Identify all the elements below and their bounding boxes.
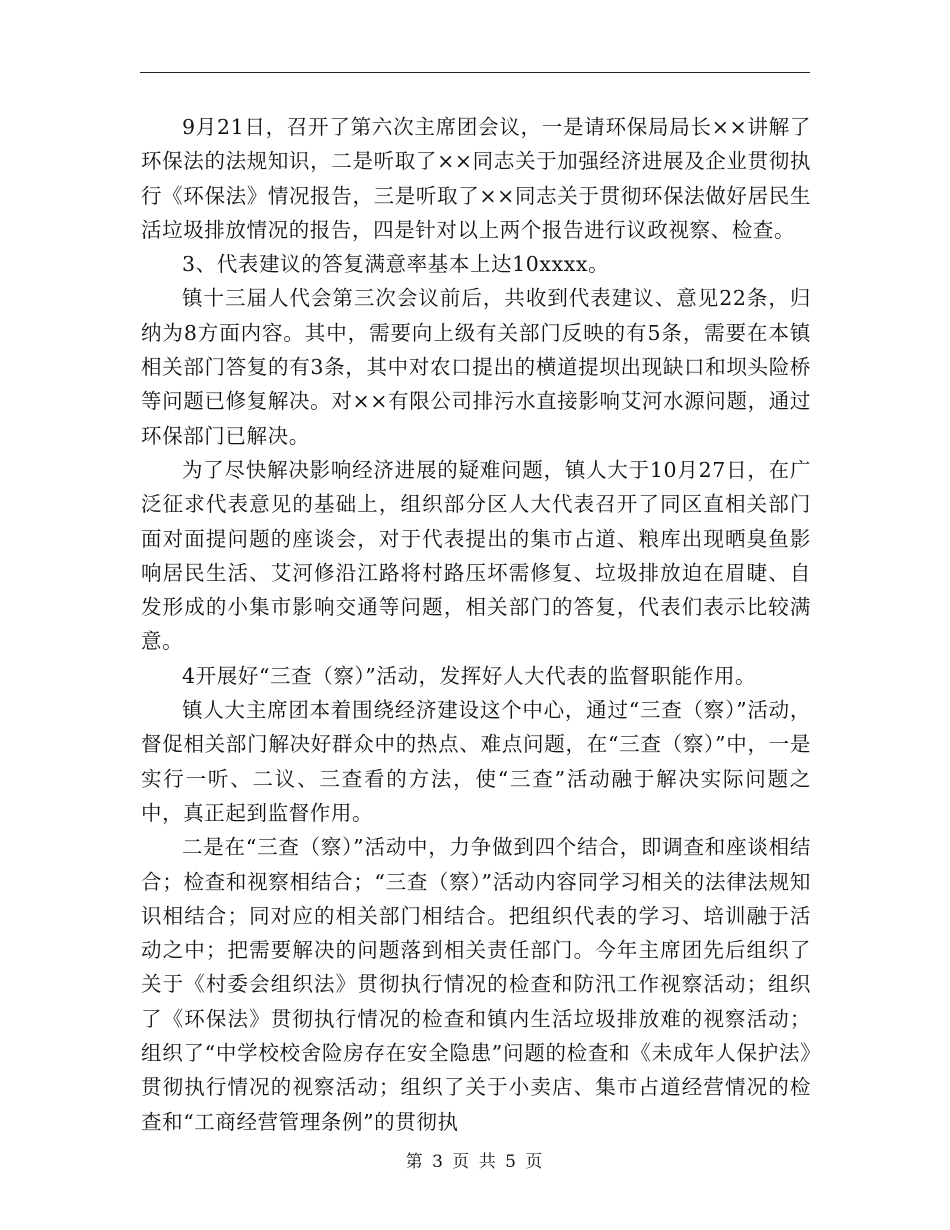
document-body bbox=[141, 110, 811, 1139]
paragraph-1: 9月21日，召开了第六次主席团会议，一是请环保局局长××讲解了环保法的法规知识，二是听取了××同志关于加强经济进展及企业贯彻执行《环保法》情况报告，三是听取了××同志关于贯彻环保法做好居民生活垃圾排放情况的报告，四是针对以上两个报告进行议政视察、检查。 bbox=[141, 115, 811, 242]
paragraph-4: 为了尽快解决影响经济进展的疑难问题，镇人大于10月27日，在广泛征求代表意见的基础上，组织部分区人大代表召开了同区直相关部门面对面提问题的座谈会，对于代表提出的集市占道、粮库出现晒臭鱼影响居民生活、艾河修沿江路将村路压坏需修复、垃圾排放迫在眉睫、自发形成的小集市影响交通等问题，相关部门的答复，代表们表示比较满意。 bbox=[141, 457, 811, 654]
paragraph-7: 二是在“三查（察）”活动中，力争做到四个结合，即调查和座谈相结合；检查和视察相结合；“三查（察）”活动内容同学习相关的法律法规知识相结合；同对应的相关部门相结合。把组织代表的学习、培训融于活动之中；把需要解决的问题落到相关责任部门。今年主席团先后组织了关于《村委会组织法》贯彻执行情况的检查和防汛工作视察活动；组织了《环保法》贯彻执行情况的检查和镇内生活垃圾排放难的视察活动；组织了“中学校校舍险房存在安全隐患”问题的检查和《未成年人保护法》贯彻执行情况的视察活动；组织了关于小卖店、集市占道经营情况的检查和“工商经营管理条例”的贯彻执 bbox=[141, 835, 811, 1134]
paragraph-3: 镇十三届人代会第三次会议前后，共收到代表建议、意见22条，归纳为8方面内容。其中，需要向上级有关部门反映的有5条，需要在本镇相关部门答复的有3条，其中对农口提出的横道提坝出现缺口和坝头险桥等问题已修复解决。对××有限公司排污水直接影响艾河水源问题，通过环保部门已解决。 bbox=[141, 286, 811, 448]
paragraph-2: 3、代表建议的答复满意率基本上达10xxxx。 bbox=[182, 252, 610, 277]
page-number-footer: 第 3 页 共 5 页 bbox=[405, 1152, 545, 1172]
paragraph-5: 4开展好“三查（察）”活动，发挥好人大代表的监督职能作用。 bbox=[182, 663, 757, 688]
paragraph-6: 镇人大主席团本着围绕经济建设这个中心，通过“三查（察）”活动，督促相关部门解决好群众中的热点、难点问题，在“三查（察）”中，一是实行一听、二议、三查看的方法，使“三查”活动融于解决实际问题之中，真正起到监督作用。 bbox=[141, 698, 811, 825]
header-rule bbox=[140, 72, 810, 73]
